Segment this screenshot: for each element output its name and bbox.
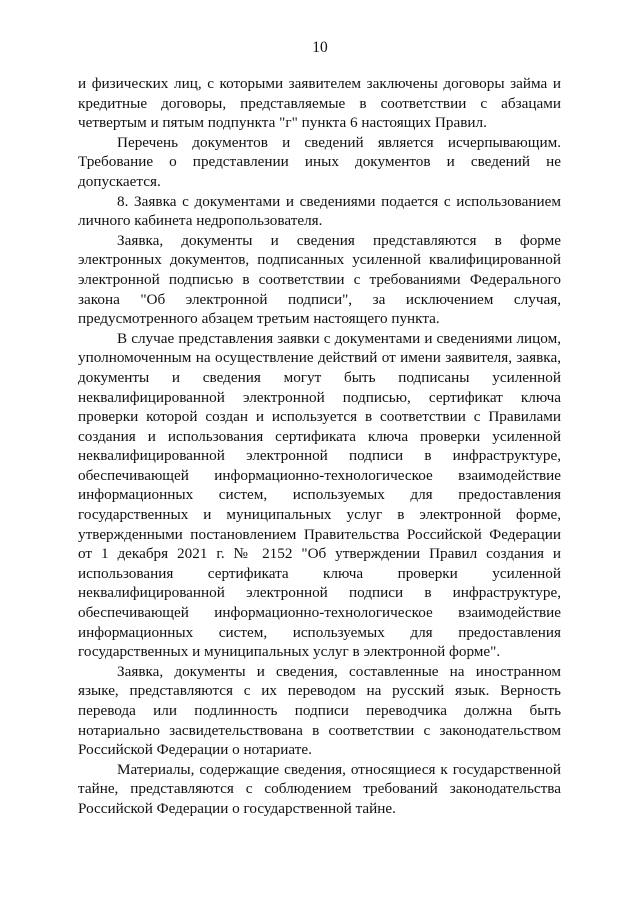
paragraph-state-secret: Материалы, содержащие сведения, относящиеся к государственной тайне, представляются с соблюдением требований законодательства Российской Федерации о государственной тайне. <box>78 760 561 817</box>
paragraph-continuation: и физических лиц, с которыми заявителем заключены договоры займа и кредитные договоры, представляемые в соответствии с абзацами четвертым и пятым подпункта "г" пункта 6 настоящих Правил. <box>78 75 561 132</box>
paragraph-item-8: 8. Заявка с документами и сведениями подается с использованием личного кабинета недропользователя. <box>78 192 561 230</box>
paragraph-authorized-person: В случае представления заявки с документами и сведениями лицом, уполномоченным на осуществление действий от имени заявителя, заявка, документы и сведения могут быть подписаны усиленной неквалифицированной электронной подписью, сертификат ключа проверки которой создан и используется в соответствии с Правилами создания и использования сертификата ключа проверки усиленной неквалифицированной электронной подписи в инфраструктуре, обеспечивающей информационно-технологическое взаимодействие информационных систем, используемых для предоставления государственных и муниципальных услуг в электронной форме, утвержденными постановлением Правительства Российской Федерации от 1 декабря 2021 г. № 2152 "Об утверждении Правил создания и использования сертификата ключа проверки усиленной неквалифицированной электронной подписи в инфраструктуре, обеспечивающей информационно-технологическое взаимодействие информационных систем, используемых для предоставления государственных и муниципальных услуг в электронной форме". <box>78 329 561 661</box>
page-number: 10 <box>312 39 328 56</box>
paragraph-foreign-language: Заявка, документы и сведения, составленные на иностранном языке, представляются с их переводом на русский язык. Верность перевода или подлинность подписи переводчика должна быть нотариально засвидетельствована в соответствии с законодательством Российской Федерации о нотариате. <box>78 662 561 759</box>
paragraph-electronic-documents: Заявка, документы и сведения представляются в форме электронных документов, подписанных усиленной квалифицированной электронной подписью в соответствии с требованиями Федерального закона "Об электронной подписи", за исключением случая, предусмотренного абзацем третьим настоящего пункта. <box>78 231 561 328</box>
document-body <box>78 74 561 819</box>
paragraph-exhaustive-list: Перечень документов и сведений является исчерпывающим. Требование о представлении иных документов и сведений не допускается. <box>78 133 561 190</box>
